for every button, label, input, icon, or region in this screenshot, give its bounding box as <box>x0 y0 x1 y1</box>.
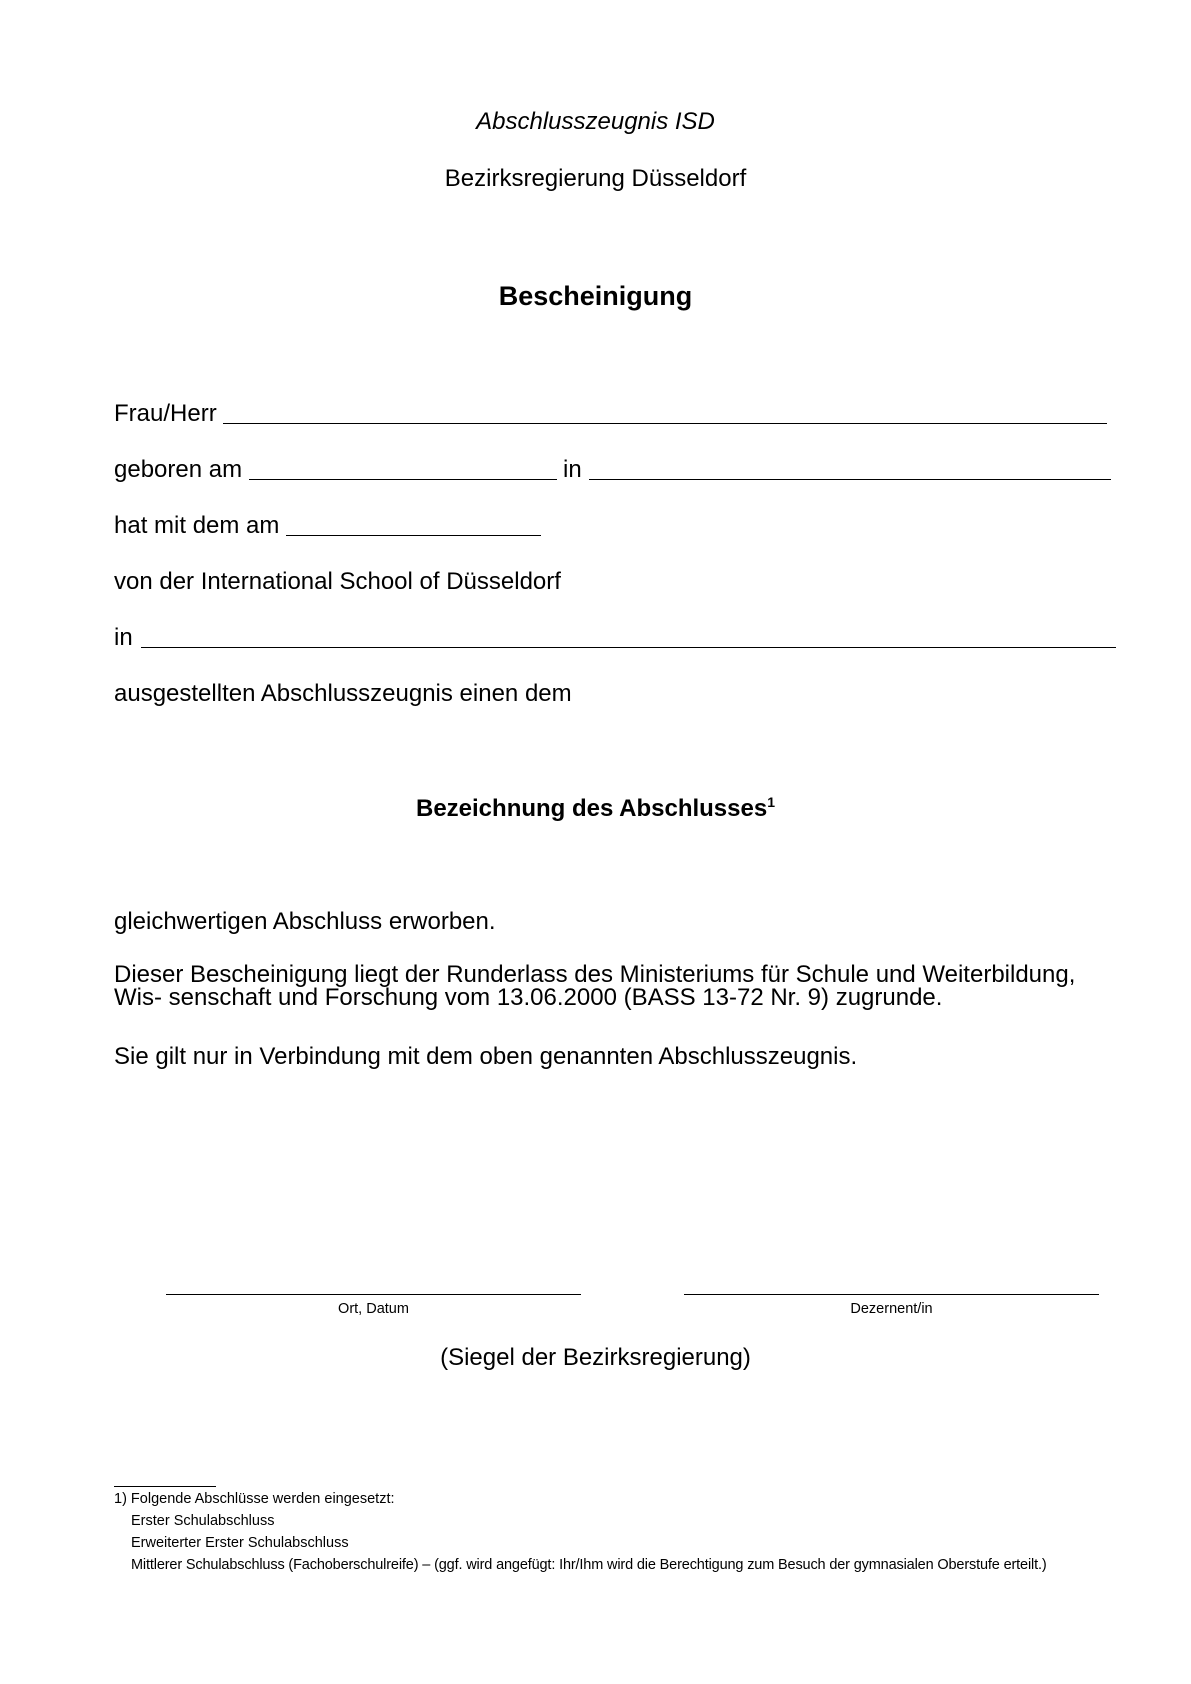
birthplace-blank-line[interactable] <box>589 479 1111 480</box>
label-frau-herr: Frau/Herr <box>114 400 217 427</box>
footnote-intro: 1) Folgende Abschlüsse werden eingesetzt: <box>114 1491 395 1507</box>
siegel-note: (Siegel der Bezirksregierung) <box>440 1344 751 1371</box>
date-blank-line[interactable] <box>286 535 541 536</box>
footnote-item: Erweiterter Erster Schulabschluss <box>131 1535 349 1551</box>
label-hat-mit-dem-am: hat mit dem am <box>114 512 280 539</box>
abschluss-heading-text: Bezeichnung des Abschlusses <box>415 795 768 822</box>
document-type: Abschlusszeugnis ISD <box>476 108 715 135</box>
authority-name: Bezirksregierung Düsseldorf <box>444 165 747 192</box>
footnote-divider <box>114 1486 216 1487</box>
ort-datum-label: Ort, Datum <box>338 1301 409 1317</box>
ort-datum-line[interactable] <box>166 1294 581 1295</box>
abschluss-heading <box>0 795 1191 823</box>
location-blank-line[interactable] <box>141 647 1116 648</box>
gleichwertig-line: gleichwertigen Abschluss erworben. <box>114 908 496 935</box>
validity-note: Sie gilt nur in Verbindung mit dem oben genannten Abschlusszeugnis. <box>114 1043 858 1070</box>
school-line: von der International School of Düsseldorf <box>114 568 561 595</box>
birthdate-blank-line[interactable] <box>249 479 557 480</box>
runderlass-line-1: Dieser Bescheinigung liegt der Runderlass des Ministeriums für Schule und Weiterbildung, <box>114 961 1076 988</box>
dezernent-line[interactable] <box>684 1294 1099 1295</box>
runderlass-line-2: Wis- senschaft und Forschung vom 13.06.2000 (BASS 13-72 Nr. 9) zugrunde. <box>114 984 943 1011</box>
page-title: Bescheinigung <box>498 281 693 311</box>
label-in-2: in <box>114 624 133 651</box>
footnote-item: Erster Schulabschluss <box>131 1513 275 1529</box>
runderlass-paragraph <box>114 963 1075 1009</box>
label-in: in <box>563 456 582 483</box>
label-geboren-am: geboren am <box>114 456 243 483</box>
dezernent-label: Dezernent/in <box>850 1301 933 1317</box>
name-blank-line[interactable] <box>223 423 1107 424</box>
footnote-item: Mittlerer Schulabschluss (Fachoberschulreife) – (ggf. wird angefügt: Ihr/Ihm wird die Berechtigung zum Besuch der gymnasialen Oberstufe erteilt.) <box>131 1557 1047 1573</box>
footnote-ref[interactable]: 1 <box>767 794 775 810</box>
ausgestellten-line: ausgestellten Abschlusszeugnis einen dem <box>114 680 572 707</box>
